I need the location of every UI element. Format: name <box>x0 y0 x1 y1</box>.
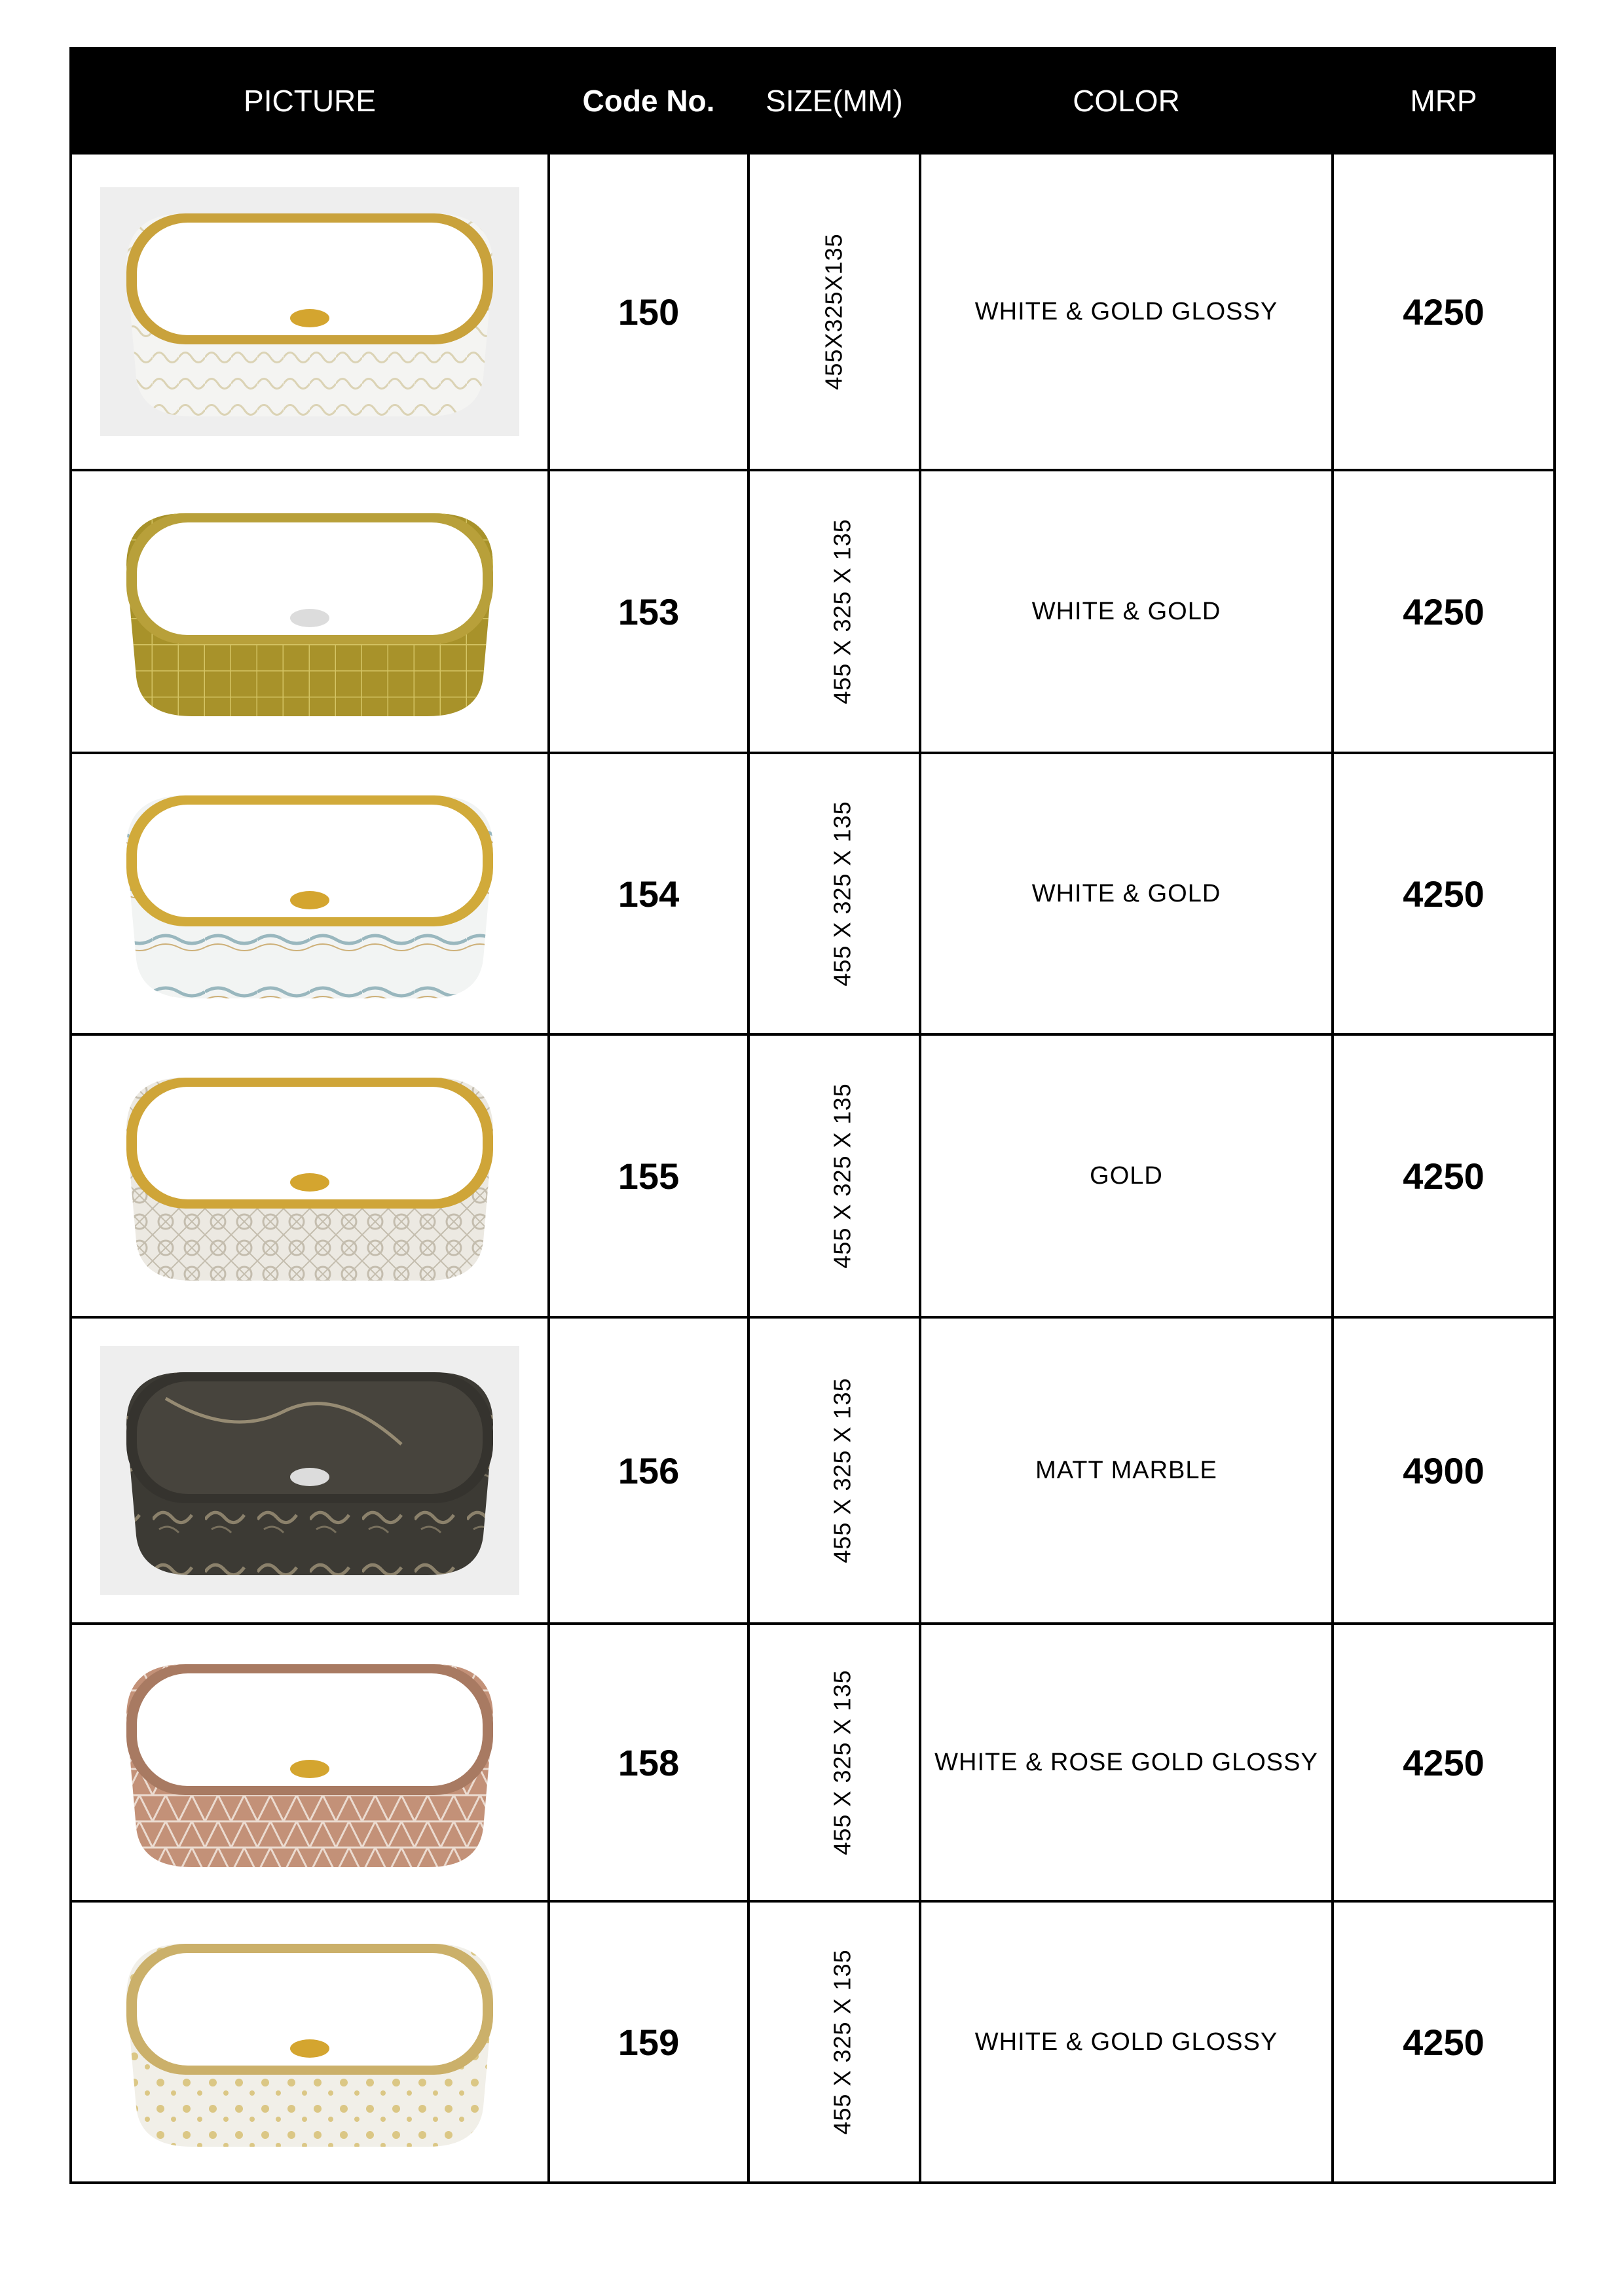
product-code: 153 <box>549 470 748 753</box>
product-size-cell <box>748 1624 920 1901</box>
washbasin-white-gold-lace-icon <box>100 187 519 436</box>
table-row <box>71 1317 1555 1624</box>
table-row <box>71 753 1555 1034</box>
product-size-cell <box>748 1034 920 1317</box>
product-mrp: 4250 <box>1333 153 1555 470</box>
product-picture-cell <box>71 1317 549 1624</box>
product-mrp: 4250 <box>1333 1624 1555 1901</box>
product-size: 455 X 325 X 135 <box>828 801 856 987</box>
product-picture-cell <box>71 153 549 470</box>
product-picture-cell <box>71 1901 549 2183</box>
product-color: WHITE & GOLD GLOSSY <box>920 153 1333 470</box>
product-code: 159 <box>549 1901 748 2183</box>
product-size: 455X325X135 <box>821 233 847 390</box>
product-mrp: 4250 <box>1333 1901 1555 2183</box>
header-mrp: MRP <box>1333 48 1555 153</box>
product-color: GOLD <box>920 1034 1333 1317</box>
product-mrp: 4250 <box>1333 753 1555 1034</box>
product-mrp: 4250 <box>1333 1034 1555 1317</box>
product-code: 155 <box>549 1034 748 1317</box>
product-size: 455 X 325 X 135 <box>828 1377 856 1563</box>
product-size-cell <box>748 470 920 753</box>
product-code: 156 <box>549 1317 748 1624</box>
product-color: WHITE & GOLD <box>920 470 1333 753</box>
product-size: 455 X 325 X 135 <box>828 519 856 704</box>
product-size-cell <box>748 1901 920 2183</box>
product-mrp: 4250 <box>1333 470 1555 753</box>
product-code: 154 <box>549 753 748 1034</box>
header-picture: PICTURE <box>71 48 549 153</box>
product-size-cell <box>748 753 920 1034</box>
washbasin-rose-gold-triangle-icon <box>100 1638 519 1887</box>
product-picture-cell <box>71 1624 549 1901</box>
table-row <box>71 470 1555 753</box>
table-row <box>71 1034 1555 1317</box>
product-size-cell <box>748 1317 920 1624</box>
product-size: 455 X 325 X 135 <box>828 1669 856 1855</box>
table-row <box>71 153 1555 470</box>
product-picture-cell <box>71 1034 549 1317</box>
header-code: Code No. <box>549 48 748 153</box>
washbasin-wave-stripe-icon <box>100 769 519 1018</box>
product-color: MATT MARBLE <box>920 1317 1333 1624</box>
header-size: SIZE(MM) <box>748 48 920 153</box>
product-code: 158 <box>549 1624 748 1901</box>
product-table <box>69 47 1556 2184</box>
product-code: 150 <box>549 153 748 470</box>
header-row <box>71 48 1555 153</box>
product-color: WHITE & GOLD GLOSSY <box>920 1901 1333 2183</box>
product-size: 455 X 325 X 135 <box>828 1083 856 1269</box>
table-row <box>71 1901 1555 2183</box>
product-size: 455 X 325 X 135 <box>828 1949 856 2135</box>
washbasin-dark-marble-icon <box>100 1346 519 1595</box>
product-color: WHITE & GOLD <box>920 753 1333 1034</box>
product-picture-cell <box>71 753 549 1034</box>
product-color: WHITE & ROSE GOLD GLOSSY <box>920 1624 1333 1901</box>
product-size-cell <box>748 153 920 470</box>
product-picture-cell <box>71 470 549 753</box>
header-color: COLOR <box>920 48 1333 153</box>
washbasin-gold-grid-icon <box>100 487 519 736</box>
table-row <box>71 1624 1555 1901</box>
washbasin-gold-floral-icon <box>100 1918 519 2166</box>
product-mrp: 4900 <box>1333 1317 1555 1624</box>
washbasin-gold-filigree-icon <box>100 1051 519 1300</box>
